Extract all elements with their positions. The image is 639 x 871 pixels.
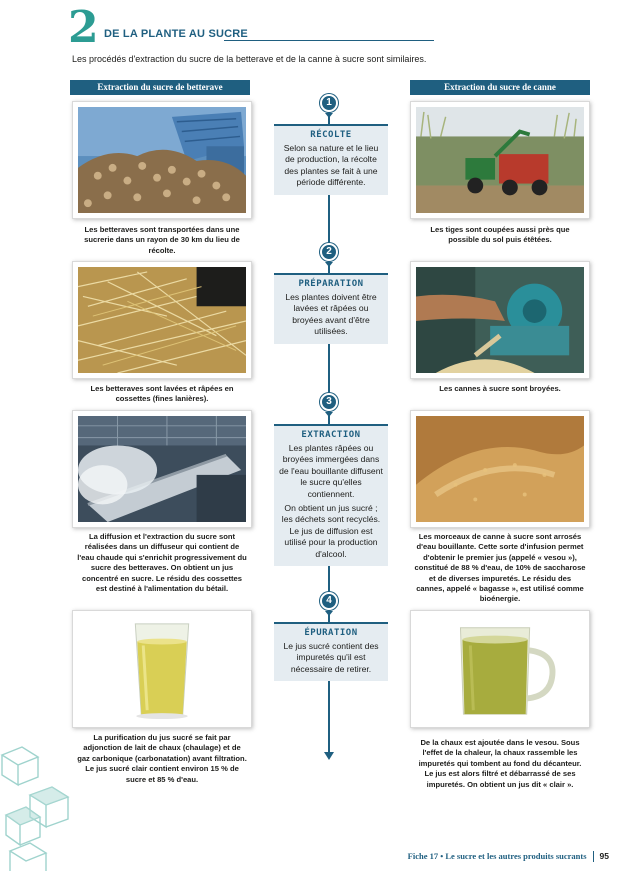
step-4-title: ÉPURATION [304,628,358,638]
beet-diffuser-photo [72,410,252,528]
vesou-mug-photo [410,610,590,728]
cane-column-header: Extraction du sucre de canne [410,80,590,95]
chapter-title: DE LA PLANTE AU SUCRE [104,28,248,40]
footer-fiche-label: Fiche 17 • Le sucre et les autres produits sucrants [407,851,587,861]
step-4-badge: 4 [320,592,338,610]
beet-caption-2: Les betteraves sont lavées et râpées en cossettes (fines lanières). [90,384,234,404]
step-1-text: Selon sa nature et le lieu de production, la récolte des plantes se fait à une période différente. [283,143,379,188]
step-3-notch [325,412,333,417]
step-4-text: Le jus sucré contient des impuretés qu'il est nécessaire de retirer. [283,641,379,674]
step-3-text-b: On obtient un jus sucré ; les déchets sont recyclés. Le jus de diffusion est utilisé pour la production d'alcool. [281,503,381,559]
beet-harvest-photo [72,101,252,219]
page-number: 95 [599,851,609,861]
step-1-badge: 1 [320,94,338,112]
clear-juice-glass-photo [72,610,252,728]
step-2-notch [325,262,333,267]
cane-caption-1: Les tiges sont coupées aussi près que possible du sol puis étêtées. [430,225,570,245]
footer-separator [593,851,594,862]
chapter-number: 2 [68,2,99,53]
step-3-box [274,424,388,566]
step-2-badge: 2 [320,243,338,261]
spine-arrow-icon [324,752,334,760]
cane-crushing-photo [410,261,590,379]
title-rule [224,40,434,41]
step-4-notch [325,611,333,616]
step-4-box [274,622,388,681]
intro-text: Les procédés d'extraction du sucre de la betterave et de la canne à sucre sont similaires. [72,54,427,64]
step-2-box [274,273,388,344]
beet-cossettes-photo [72,261,252,379]
step-3-badge: 3 [320,393,338,411]
beet-caption-4: La purification du jus sucré se fait par adjonction de lait de chaux (chaulage) et de gaz carbonique (carbonatation) avant filtration. Le jus sucré clair contient environ 15 % de sucre et 85 % d'eau. [77,733,247,784]
beet-column-header: Extraction du sucre de betterave [70,80,250,95]
beet-caption-3: La diffusion et l'extraction du sucre sont réalisées dans un diffuseur qui contient de l'eau chaude qui s'enrichit progressivement du sucre des betteraves. On obtient un jus concentré en sucre. Le résidu des cossettes est destiné à l'alimentation du bétail. [77,532,247,594]
step-3-text-a: Les plantes râpées ou broyées immergées dans de l'eau bouillante diffusent le sucre qu'elles contiennent. [279,443,383,499]
step-1-notch [325,113,333,118]
bagasse-photo [410,410,590,528]
step-3-title: EXTRACTION [301,430,361,440]
step-2-title: PRÉPARATION [298,279,364,289]
step-1-box [274,124,388,195]
sugar-cubes-icon [0,735,80,871]
beet-caption-1: Les betteraves sont transportées dans une sucrerie dans un rayon de 30 km du lieu de récolte. [84,225,240,255]
cane-caption-2: Les cannes à sucre sont broyées. [439,384,561,393]
cane-harvest-photo [410,101,590,219]
cane-caption-3: Les morceaux de canne à sucre sont arrosés d'eau bouillante. Cette sorte d'infusion permet d'obtenir le premier jus (appelé « vesou »), constitué de 88 % d'eau, de 10% de saccharose et de diverses impuretés. Le résidu des cannes, appelé « bagasse », est utilisé comme bioénergie. [414,532,586,604]
step-1-title: RÉCOLTE [310,130,352,140]
step-2-text: Les plantes doivent être lavées et râpées ou broyées avant d'être utilisées. [285,292,377,337]
cane-caption-4: De la chaux est ajoutée dans le vesou. Sous l'effet de la chaleur, la chaux rassemble les impuretés qui tombent au fond du décanteur. Le jus est alors filtré et débarrassé de ses impuretés. On obtient un jus dit « clair ». [418,738,582,789]
page-footer [408,851,609,862]
